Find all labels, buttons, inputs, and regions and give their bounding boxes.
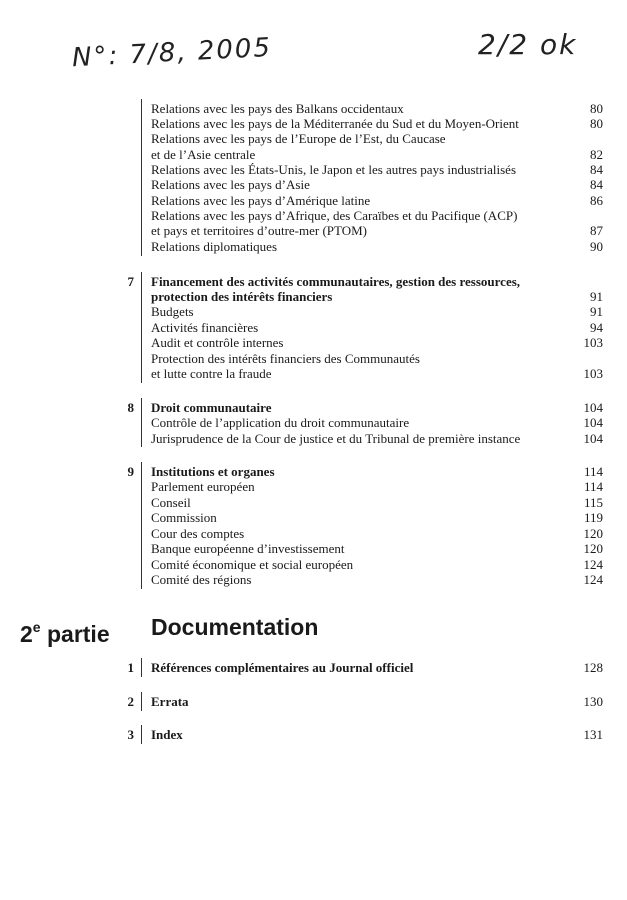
toc-entry-page: 94 [590, 320, 603, 335]
chapter-number: 1 [127, 660, 134, 675]
part-word: partie [46, 621, 110, 647]
toc-entry-text: et lutte contre la fraude [151, 366, 272, 381]
section-divider-bar [141, 398, 142, 447]
chapter-page: 128 [583, 660, 603, 675]
toc-entry-page: 91 [590, 304, 603, 319]
toc-entry-page: 104 [583, 415, 603, 430]
toc-entry-text: Relations avec les États-Unis, le Japon et les autres pays industrialisés [151, 162, 516, 177]
toc-entry-text: Budgets [151, 304, 194, 319]
toc-entry-text: Banque européenne d’investissement [151, 541, 345, 556]
toc-entry-text: Jurisprudence de la Cour de justice et du Tribunal de première instance [151, 431, 521, 446]
toc-entry-text: Relations avec les pays de l’Europe de l’Est, du Caucase [151, 131, 446, 146]
toc-entry-text: Relations avec les pays d’Afrique, des Caraïbes et du Pacifique (ACP) [151, 208, 518, 223]
toc-entry-text: Relations avec les pays de la Méditerranée du Sud et du Moyen-Orient [151, 116, 519, 131]
toc-entry-page: 124 [583, 557, 603, 572]
handwritten-issue-note: N°: 7/8, 2005 [71, 32, 273, 74]
toc-entry-text: Protection des intérêts financiers des Communautés [151, 351, 420, 366]
chapter-title-line: Droit communautaire [151, 400, 272, 415]
section-divider-bar [141, 272, 142, 383]
toc-entry-page: 82 [590, 147, 603, 162]
toc-entry-page: 87 [590, 223, 603, 238]
toc-entry-text: Cour des comptes [151, 526, 245, 541]
toc-entry-page: 90 [590, 239, 603, 254]
toc-entry-text: Contrôle de l’application du droit communautaire [151, 415, 410, 430]
chapter-page: 104 [583, 400, 603, 415]
toc-entry-page: 80 [590, 116, 603, 131]
toc-entry-page: 120 [583, 541, 603, 556]
toc-entry-text: Relations avec les pays d’Amérique latine [151, 193, 371, 208]
toc-entry-text: Activités financières [151, 320, 259, 335]
chapter-title-line: Financement des activités communautaires, gestion des ressources, [151, 274, 521, 289]
chapter-number: 9 [127, 464, 134, 479]
toc-entry-page: 103 [583, 366, 603, 381]
section-divider-bar [141, 725, 142, 744]
toc-entry-text: Comité des régions [151, 572, 252, 587]
handwritten-check-note: 2/2 ok [478, 28, 578, 61]
chapter-title-line: Références complémentaires au Journal officiel [151, 660, 414, 675]
toc-entry-text: et de l’Asie centrale [151, 147, 256, 162]
toc-entry-text: Relations avec les pays d’Asie [151, 177, 310, 192]
toc-entry-page: 84 [590, 177, 603, 192]
chapter-number: 8 [127, 400, 134, 415]
chapter-page: 130 [583, 694, 603, 709]
toc-entry-page: 120 [583, 526, 603, 541]
chapter-number: 2 [127, 694, 134, 709]
toc-entry-page: 80 [590, 101, 603, 116]
toc-entry-text: Audit et contrôle internes [151, 335, 284, 350]
part-number-superscript: e [32, 619, 41, 635]
toc-entry-page: 84 [590, 162, 603, 177]
toc-entry-page: 86 [590, 193, 603, 208]
toc-entry-page: 104 [583, 431, 603, 446]
chapter-number: 7 [127, 274, 134, 289]
chapter-title-line: Errata [151, 694, 189, 709]
toc-entry-text: Commission [151, 510, 217, 525]
chapter-title-line: Index [151, 727, 183, 742]
toc-entry-text: Relations diplomatiques [151, 239, 278, 254]
toc-entry-text: Conseil [151, 495, 191, 510]
toc-entry-text: et pays et territoires d’outre-mer (PTOM) [151, 223, 367, 238]
toc-entry-page: 114 [583, 479, 603, 494]
toc-entry-text: Relations avec les pays des Balkans occidentaux [151, 101, 404, 116]
chapter-title-line: Institutions et organes [151, 464, 275, 479]
section-divider-bar [141, 658, 142, 677]
part-number: 2 [20, 621, 33, 647]
toc-entry-text: Parlement européen [151, 479, 255, 494]
part-label [20, 613, 110, 648]
section-divider-bar [141, 99, 142, 256]
chapter-title-line: protection des intérêts financiers [151, 289, 333, 304]
chapter-page: 131 [583, 727, 603, 742]
toc-entry-page: 124 [583, 572, 603, 587]
part-title: Documentation [151, 614, 319, 640]
toc-entry-page: 103 [583, 335, 603, 350]
section-divider-bar [141, 692, 142, 711]
section-divider-bar [141, 462, 142, 589]
chapter-number: 3 [127, 727, 134, 742]
toc-entry-page: 119 [583, 510, 603, 525]
chapter-page: 114 [583, 464, 603, 479]
chapter-page: 91 [590, 289, 603, 304]
toc-entry-page: 115 [583, 495, 603, 510]
toc-entry-text: Comité économique et social européen [151, 557, 354, 572]
